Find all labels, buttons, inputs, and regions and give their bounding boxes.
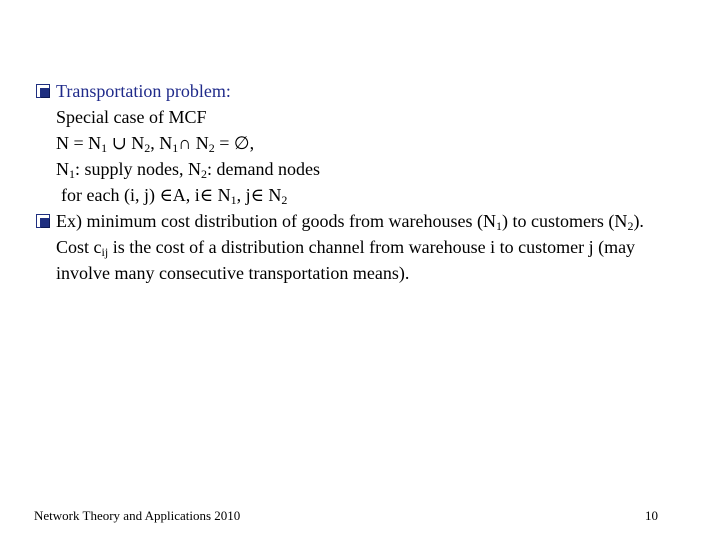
line-supply-demand: $N_1$: supply nodes, $N_2$: demand nodes (56, 159, 320, 181)
checkbox-bullet-icon (36, 214, 50, 228)
footer-title: Network Theory and Applications 2010 (34, 508, 241, 523)
page-number: 10 (645, 508, 658, 523)
slide-body (36, 78, 686, 286)
bullet-example (36, 208, 686, 286)
line-for-each-arc: for each (i, j) ∈A, i∈ $N_1$, j∈ $N_2$ (61, 185, 288, 207)
line-special-case: Special case of MCF (56, 107, 207, 127)
heading-transportation: Transportation problem: (56, 81, 231, 101)
checkbox-bullet-icon (36, 84, 50, 98)
bullet-transportation (36, 78, 686, 104)
example-text: Ex) minimum cost distribution of goods from warehouses $(N_1)$ to customers $(N_2)$. Cost $c_{ij}$ is the cost of a distribution channel from warehouse i to customer j (may involve many consecutive transportation means). (56, 211, 644, 283)
line-node-sets: $N = N_1$ ∪ $N_2$, $N_1\cap$ $N_2$ = ∅, (56, 133, 255, 155)
